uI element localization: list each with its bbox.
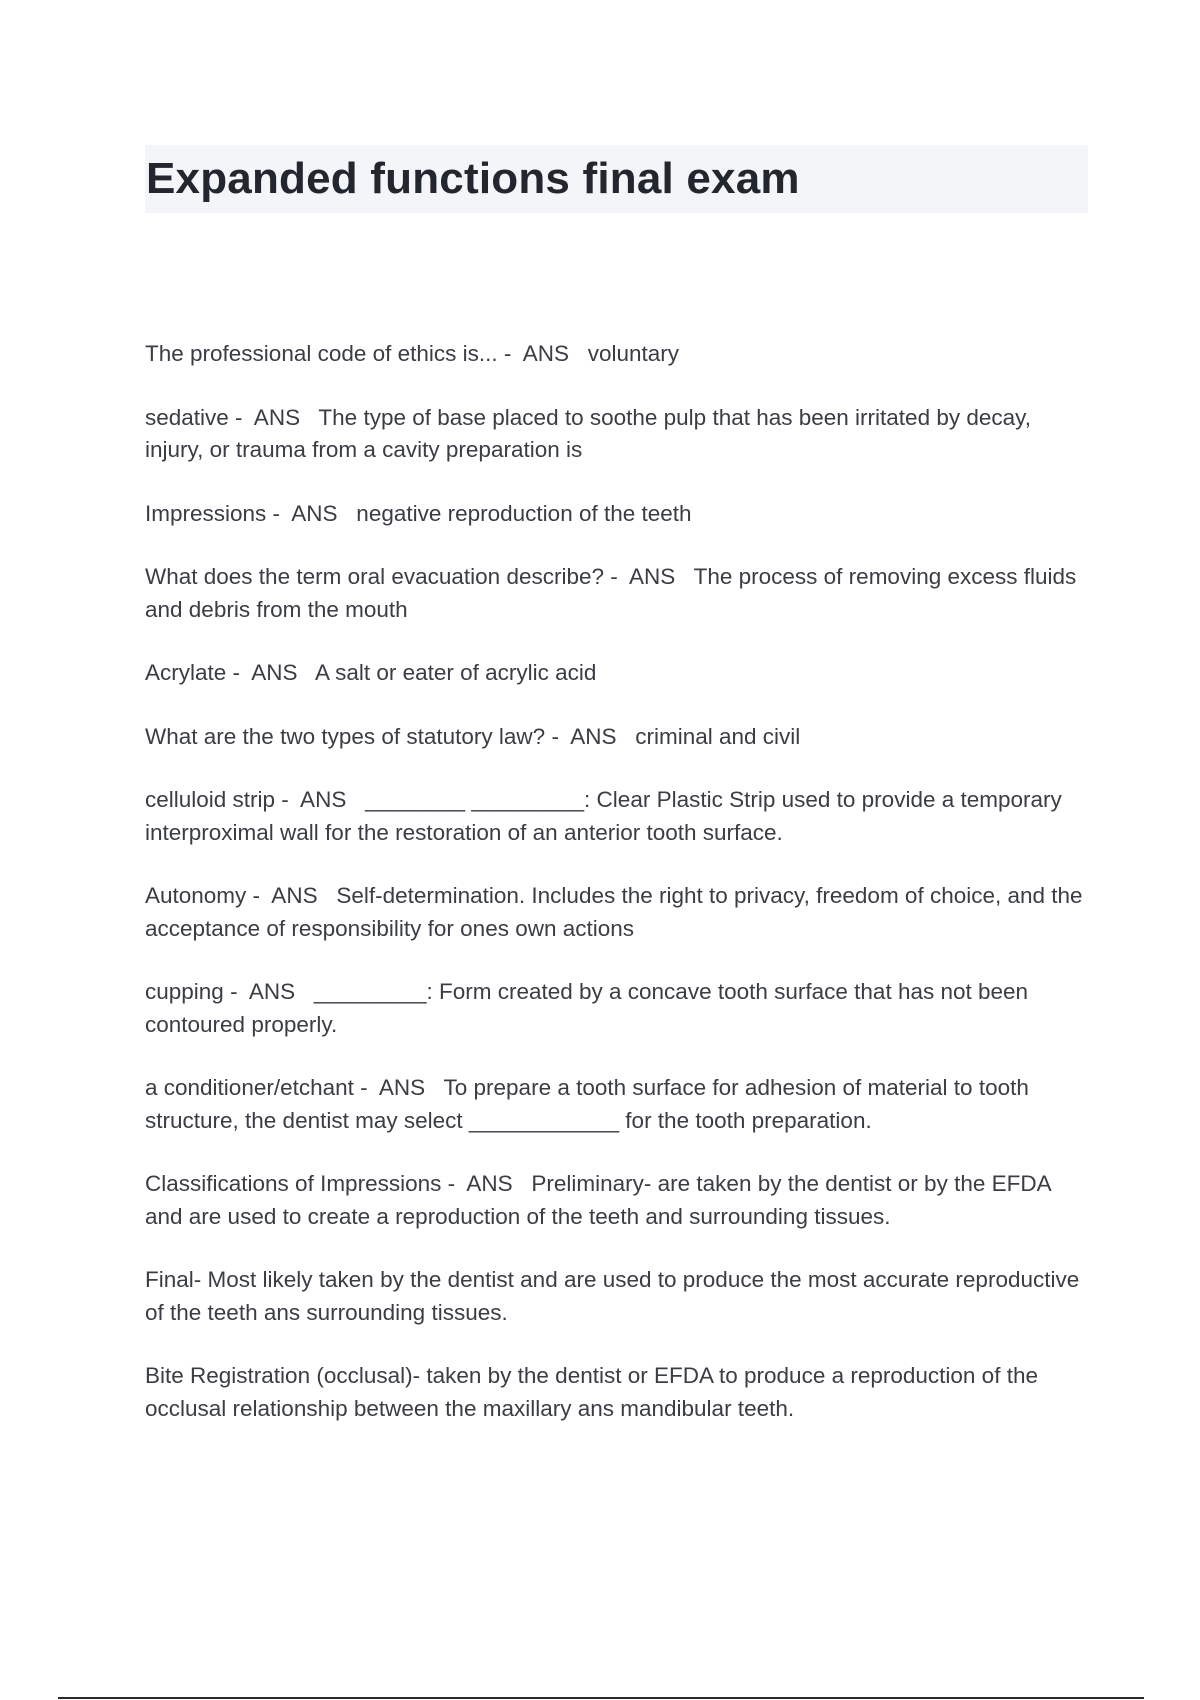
title-banner: [145, 145, 1088, 213]
qa-entry: Autonomy - ANS Self-determination. Includes the right to privacy, freedom of choice, and the acceptance of responsibility for ones own actions: [145, 883, 1089, 941]
qa-entry: sedative - ANS The type of base placed to soothe pulp that has been irritated by decay, injury, or trauma from a cavity preparation is: [145, 404, 1038, 462]
qa-entry: Classifications of Impressions - ANS Preliminary- are taken by the dentist or by the EFDA and are used to create a reproduction of the teeth and surrounding tissues.: [145, 1171, 1057, 1229]
qa-entry: What are the two types of statutory law? - ANS criminal and civil: [145, 723, 801, 749]
qa-entry: a conditioner/etchant - ANS To prepare a tooth surface for adhesion of material to tooth structure, the dentist may select ____________ for the tooth preparation.: [145, 1075, 1036, 1133]
page-bottom-divider: [58, 1697, 1144, 1699]
qa-entry: celluloid strip - ANS ________ _________: Clear Plastic Strip used to provide a temporary interproximal wall for the restoration of an anterior tooth surface.: [145, 787, 1069, 845]
qa-entry: Impressions - ANS negative reproduction of the teeth: [145, 500, 692, 526]
qa-entry: What does the term oral evacuation describe? - ANS The process of removing excess fluids and debris from the mouth: [145, 564, 1083, 622]
qa-entry: Final- Most likely taken by the dentist and are used to produce the most accurate reproductive of the teeth ans surrounding tissues.: [145, 1267, 1086, 1325]
page-title: Expanded functions final exam: [146, 154, 800, 203]
qa-entry: Acrylate - ANS A salt or eater of acrylic acid: [145, 660, 597, 685]
qa-list: [145, 338, 1090, 1456]
qa-entry: The professional code of ethics is... - ANS voluntary: [145, 341, 680, 366]
qa-entry: Bite Registration (occlusal)- taken by the dentist or EFDA to produce a reproduction of the occlusal relationship between the maxillary ans mandibular teeth.: [145, 1363, 1045, 1421]
qa-entry: cupping - ANS _________: Form created by a concave tooth surface that has not been contoured properly.: [145, 979, 1035, 1037]
